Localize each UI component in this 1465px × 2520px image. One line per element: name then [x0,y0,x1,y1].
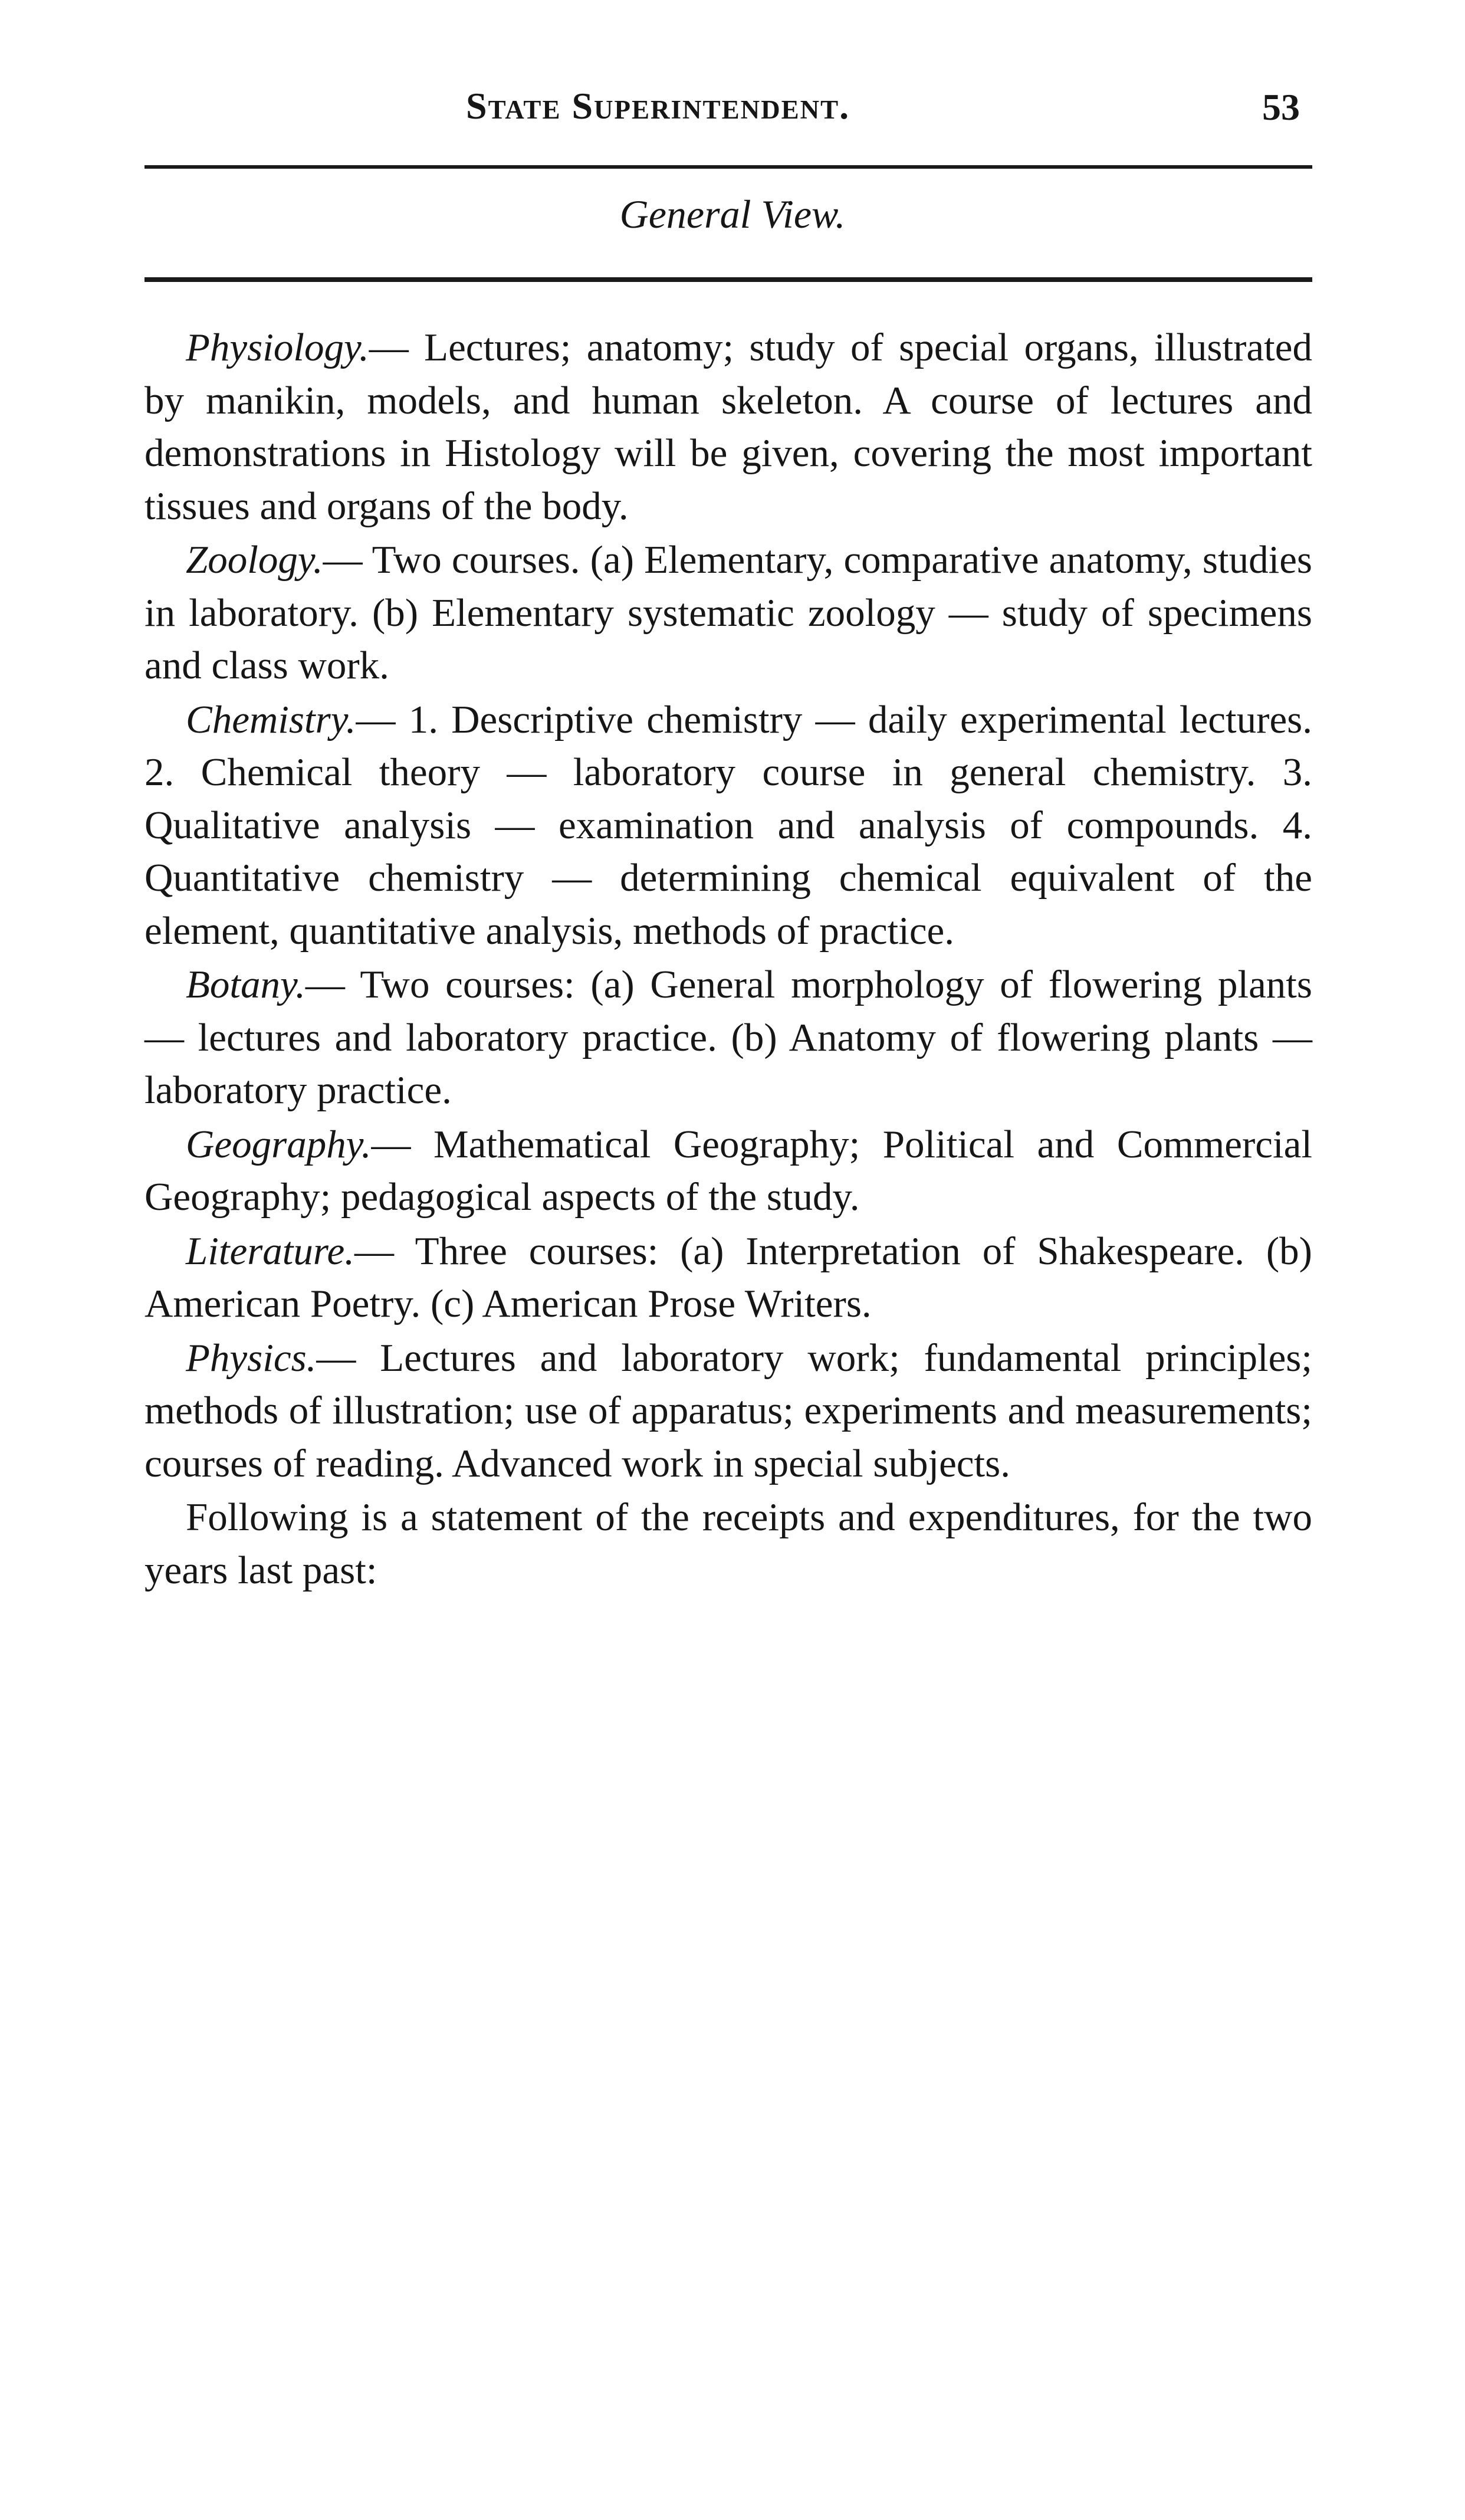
paragraph-physics [144,1332,1312,1491]
closing-paragraph: Following is a statement of the receipts and expenditures, for the two years last past: [144,1495,1312,1592]
paragraph-botany [144,959,1312,1117]
subject-heading-literature: Literature. [186,1229,354,1273]
section-heading: General View. [619,192,846,237]
subject-heading-botany: Botany. [186,963,306,1006]
subject-heading-physiology: Physiology. [186,326,369,369]
paragraph-geography [144,1118,1312,1224]
body-text [144,321,1312,1597]
paragraph-literature [144,1225,1312,1331]
paragraph-text-chemistry: 1. Descriptive chemistry — daily experimental lectures. 2. Chemical theory — laboratory course in general chemistry. 3. Qualitative analysis — examination and analysis of compounds. 4. Quantitative chemistry — determining chemical equivalent of the element, quantitative analysis, methods of practice. [144,697,1312,953]
subject-heading-geography: Geography. [186,1122,372,1166]
em-dash: — [323,538,372,582]
em-dash: — [354,1229,415,1273]
paragraph-zoology [144,534,1312,693]
paragraph-text-literature: Three courses: (a) Interpretation of Shakespeare. (b) American Poetry. (c) American Prose Writers. [144,1229,1312,1325]
running-title: State Superintendent. [466,85,850,127]
paragraph-text-botany: Two courses: (a) General morphology of flowering plants — lectures and laboratory practice. (b) Anatomy of flowering plants — laboratory practice. [144,963,1312,1112]
em-dash: — [356,697,409,741]
running-head [0,83,1465,136]
paragraph-text-zoology: Two courses. (a) Elementary, comparative anatomy, studies in laboratory. (b) Elementary systematic zoology — study of specimens and class work. [144,538,1313,687]
page-number: 53 [1262,86,1300,128]
em-dash: — [316,1336,380,1380]
subject-heading-physics: Physics. [186,1336,317,1380]
em-dash: — [305,963,360,1006]
subject-heading-chemistry: Chemistry. [186,697,356,741]
paragraph-text-geography: Mathematical Geography; Political and Commercial Geography; pedagogical aspects of the study. [144,1122,1312,1219]
paragraph-text-physics: Lectures and laboratory work; fundamental principles; methods of illustration; use of apparatus; experiments and measurements; courses of reading. Advanced work in special subjects. [144,1336,1312,1485]
paragraph-physiology [144,321,1312,533]
top-rule [144,165,1312,169]
bottom-rule [144,277,1312,282]
paragraph-chemistry [144,694,1312,958]
paragraph-text-physiology: Lectures; anatomy; study of special organs, illustrated by manikin, models, and human skeleton. A course of lectures and demonstrations in Histology will be given, covering the most important tissues and organs of the body. [144,326,1312,528]
subject-heading-zoology: Zoology. [186,538,323,582]
em-dash: — [371,1122,434,1166]
em-dash: — [369,326,425,369]
